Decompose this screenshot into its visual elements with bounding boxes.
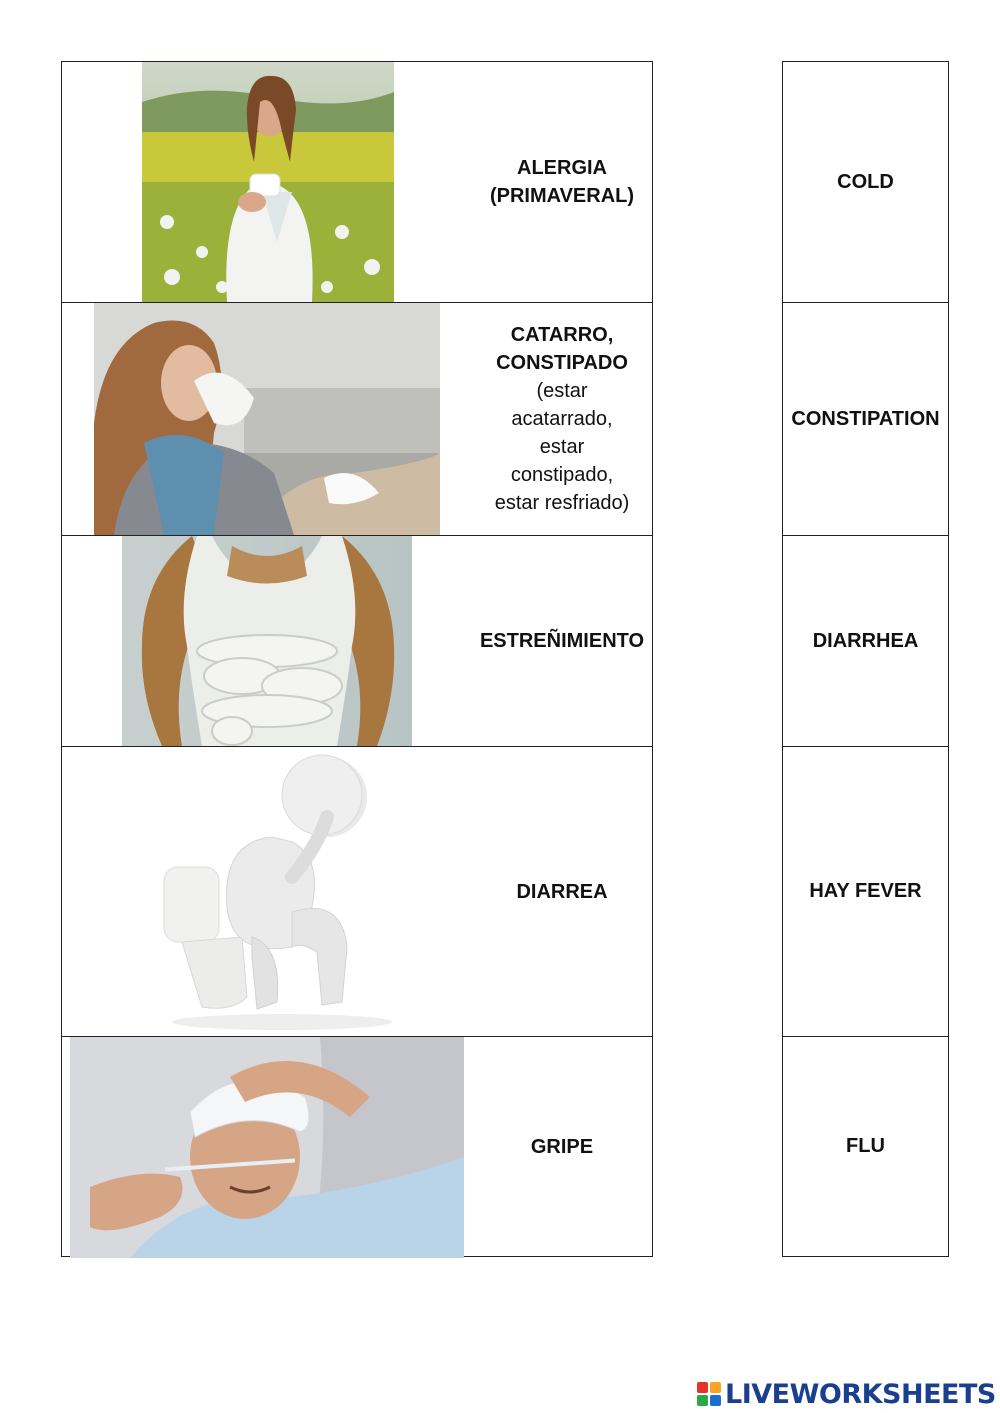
- sneezing-woman-field-image: [142, 62, 394, 302]
- spanish-term-cold: [472, 303, 652, 535]
- spanish-terms-table: [61, 61, 653, 1257]
- term-title: DIARREA: [516, 880, 608, 903]
- table-row[interactable]: [783, 1036, 948, 1256]
- logo-icon: [697, 1382, 721, 1406]
- term-title: CATARRO, CONSTIPADO: [496, 324, 628, 374]
- table-row: [62, 62, 652, 302]
- english-term[interactable]: DIARRHEA: [812, 629, 919, 652]
- table-row[interactable]: [783, 302, 948, 535]
- man-with-thermometer-image: [70, 1037, 464, 1258]
- spanish-term-constipation: [472, 536, 652, 746]
- table-row: [62, 302, 652, 535]
- table-row: [62, 746, 652, 1036]
- table-row: [62, 1036, 652, 1256]
- term-title: GRIPE: [530, 1135, 594, 1158]
- spanish-term-flu: [472, 1037, 652, 1256]
- term-subtitle: (estar acatarrado, estar constipado, estar resfriado): [494, 380, 630, 514]
- table-row[interactable]: [783, 62, 948, 302]
- logo-text: LIVEWORKSHEETS: [725, 1378, 996, 1410]
- spanish-term-allergy: [472, 62, 652, 302]
- english-term[interactable]: CONSTIPATION: [791, 407, 940, 430]
- english-term[interactable]: FLU: [846, 1135, 885, 1157]
- table-row[interactable]: [783, 746, 948, 1036]
- table-row: [62, 535, 652, 746]
- term-title: ESTREÑIMIENTO: [479, 630, 645, 652]
- english-term[interactable]: HAY FEVER: [809, 880, 922, 902]
- spanish-term-diarrhea: [472, 747, 652, 1036]
- table-row[interactable]: [783, 535, 948, 746]
- figure-on-toilet-image: [142, 747, 404, 1036]
- english-term[interactable]: COLD: [837, 170, 894, 193]
- knotted-intestine-torso-image: [122, 536, 412, 746]
- english-terms-table: [782, 61, 949, 1257]
- term-title: ALERGIA (PRIMAVERAL): [489, 157, 635, 207]
- liveworksheets-logo: [697, 1378, 996, 1410]
- woman-blowing-nose-image: [94, 303, 440, 535]
